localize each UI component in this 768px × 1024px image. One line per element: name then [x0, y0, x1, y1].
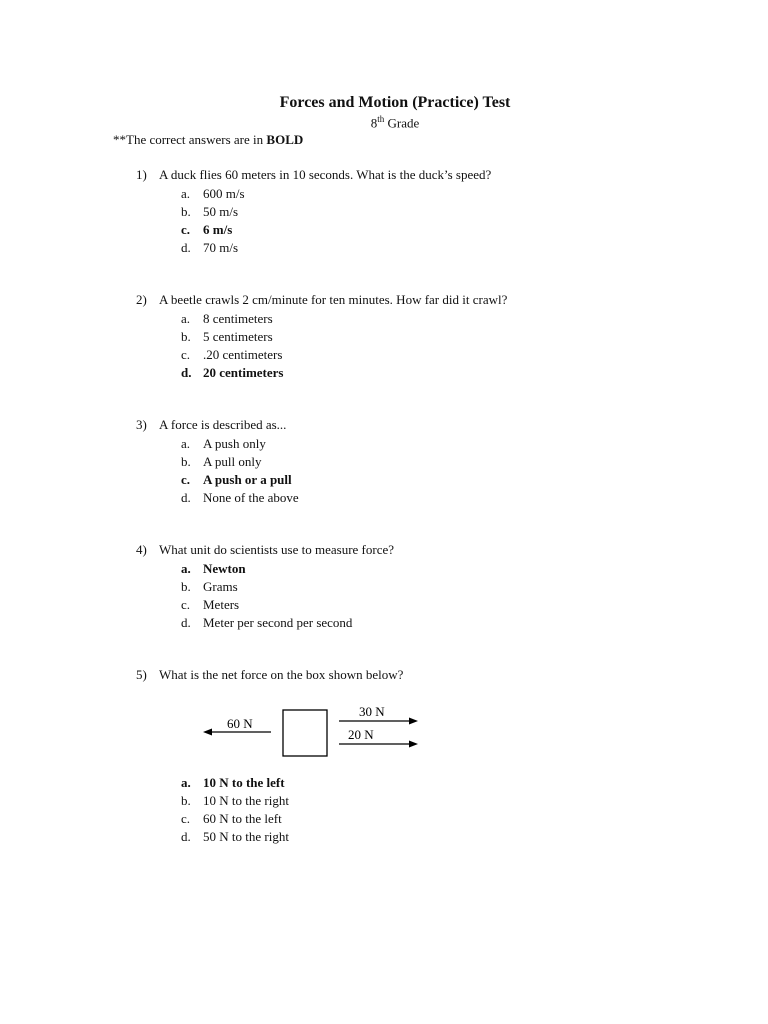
question-text: What is the net force on the box shown below?: [159, 667, 404, 682]
option-text: 50 N to the right: [203, 829, 289, 844]
question-5: [136, 667, 403, 683]
option-text: Grams: [203, 579, 238, 594]
option-a: [181, 185, 245, 203]
option-text: A push or a pull: [203, 472, 292, 487]
grade-number: 8: [370, 115, 378, 131]
option-text: 5 centimeters: [203, 329, 273, 344]
option-letter: c.: [181, 472, 191, 487]
option-text: Newton: [203, 561, 246, 576]
option-text: A pull only: [203, 454, 262, 469]
option-a: [181, 310, 284, 328]
option-letter: d.: [181, 829, 191, 844]
option-text: Meter per second per second: [203, 615, 353, 630]
question-number: 1): [136, 167, 147, 182]
question-3: [136, 417, 286, 433]
option-b: [181, 578, 352, 596]
question-3-options: [181, 435, 299, 507]
option-b: [181, 792, 289, 810]
right-force-bottom-label: 20 N: [348, 727, 374, 742]
option-letter: b.: [181, 579, 191, 594]
answer-note-prefix: **The correct answers are in: [113, 132, 267, 147]
option-c: [181, 596, 352, 614]
option-d: [181, 239, 245, 257]
force-diagram-svg: [195, 700, 435, 762]
question-2-options: [181, 310, 284, 382]
question-number: 5): [136, 667, 147, 682]
option-letter: c.: [181, 811, 191, 826]
option-b: [181, 453, 299, 471]
option-a-correct: [181, 560, 352, 578]
grade-suffix: th: [377, 114, 385, 124]
option-text: 600 m/s: [203, 186, 245, 201]
option-text: None of the above: [203, 490, 299, 505]
grade-subtitle: [0, 114, 768, 131]
option-text: 20 centimeters: [203, 365, 284, 380]
page-title: Forces and Motion (Practice) Test: [279, 94, 511, 111]
option-letter: a.: [181, 775, 191, 790]
question-text: A duck flies 60 meters in 10 seconds. What is the duck’s speed?: [159, 167, 492, 182]
option-c-correct: [181, 221, 245, 239]
option-b: [181, 328, 284, 346]
question-number: 3): [136, 417, 147, 432]
question-number: 4): [136, 542, 147, 557]
question-text: What unit do scientists use to measure force?: [159, 542, 395, 557]
option-text: A push only: [203, 436, 266, 451]
option-letter: b.: [181, 329, 191, 344]
option-c: [181, 810, 289, 828]
question-2: [136, 292, 507, 308]
question-1-options: [181, 185, 245, 257]
option-c-correct: [181, 471, 299, 489]
question-number: 2): [136, 292, 147, 307]
option-letter: b.: [181, 454, 191, 469]
option-text: 50 m/s: [203, 204, 239, 219]
option-a-correct: [181, 774, 289, 792]
option-d: [181, 828, 289, 846]
option-letter: d.: [181, 365, 192, 380]
option-text: Meters: [203, 597, 240, 612]
option-letter: c.: [181, 597, 191, 612]
option-letter: b.: [181, 793, 191, 808]
answer-note-bold: BOLD: [266, 132, 304, 147]
option-letter: a.: [181, 561, 191, 576]
option-text: 10 N to the right: [203, 793, 289, 808]
option-d-correct: [181, 364, 284, 382]
question-5-options: [181, 774, 289, 846]
question-4: [136, 542, 394, 558]
option-letter: a.: [181, 311, 191, 326]
left-arrowhead-icon: [203, 729, 212, 736]
question-text: A beetle crawls 2 cm/minute for ten minutes. How far did it crawl?: [159, 292, 508, 307]
option-letter: d.: [181, 490, 191, 505]
right-arrowhead-icon: [409, 718, 418, 725]
option-text: 8 centimeters: [203, 311, 273, 326]
answer-note: [113, 132, 303, 148]
option-text: .20 centimeters: [203, 347, 283, 362]
left-force-label: 60 N: [227, 716, 253, 731]
question-4-options: [181, 560, 352, 632]
option-letter: d.: [181, 615, 191, 630]
option-text: 10 N to the left: [203, 775, 285, 790]
question-1: [136, 167, 491, 183]
option-text: 60 N to the left: [203, 811, 282, 826]
force-diagram: [195, 700, 435, 762]
option-letter: b.: [181, 204, 191, 219]
option-d: [181, 489, 299, 507]
right-arrowhead-icon: [409, 741, 418, 748]
option-c: [181, 346, 284, 364]
question-text: A force is described as...: [159, 417, 287, 432]
option-text: 6 m/s: [203, 222, 233, 237]
option-b: [181, 203, 245, 221]
option-letter: d.: [181, 240, 191, 255]
option-d: [181, 614, 352, 632]
box: [283, 710, 327, 756]
option-text: 70 m/s: [203, 240, 239, 255]
grade-word: Grade: [387, 115, 420, 131]
option-letter: c.: [181, 222, 191, 237]
right-force-top-label: 30 N: [359, 704, 385, 719]
option-letter: c.: [181, 347, 191, 362]
option-letter: a.: [181, 436, 191, 451]
option-a: [181, 435, 299, 453]
option-letter: a.: [181, 186, 191, 201]
